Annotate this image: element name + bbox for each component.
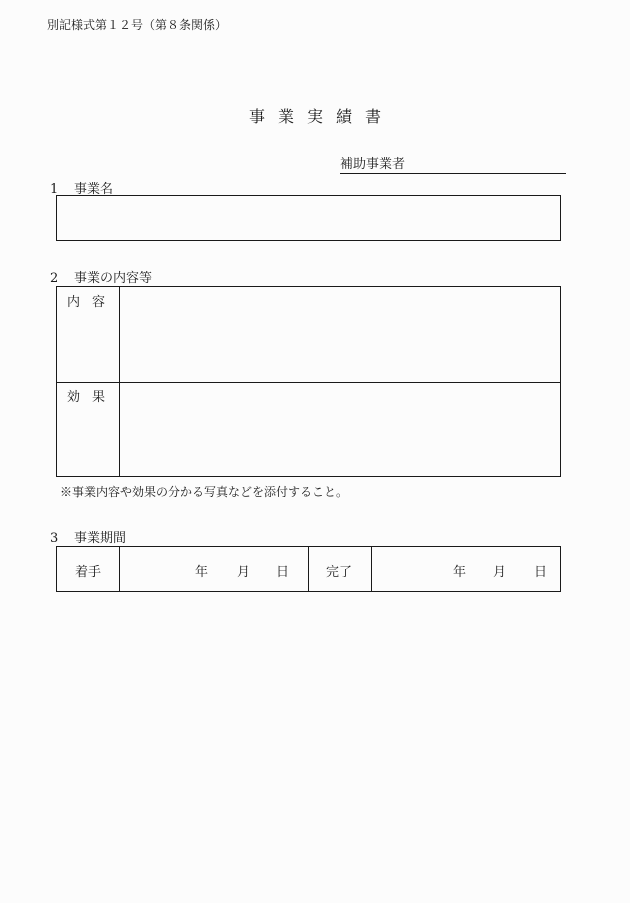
- start-day-label: 日: [276, 565, 290, 580]
- document-title: 事業実績書: [248, 107, 394, 126]
- section-title: 事業の内容等: [74, 271, 153, 286]
- project-period-table: [56, 546, 561, 592]
- effect-label: 効果: [67, 390, 118, 405]
- applicant-signature-line[interactable]: [340, 158, 566, 174]
- content-label: 内容: [67, 295, 118, 310]
- section-2-heading: [50, 267, 152, 286]
- form-number: 別記様式第１２号（第８条関係）: [47, 18, 228, 32]
- section-title: 事業期間: [74, 531, 127, 546]
- project-name-field[interactable]: [56, 195, 561, 241]
- section-number: 3: [50, 531, 59, 546]
- end-label: 完了: [326, 565, 353, 580]
- end-date-field[interactable]: [372, 547, 560, 591]
- applicant-label: 補助事業者: [340, 157, 406, 172]
- start-month-label: 月: [237, 565, 251, 580]
- attachment-note: ※事業内容や効果の分かる写真などを添付すること。: [60, 485, 349, 499]
- start-year-label: 年: [195, 565, 209, 580]
- start-label: 着手: [75, 565, 102, 580]
- project-details-table: [56, 286, 561, 477]
- end-year-label: 年: [453, 565, 467, 580]
- content-field[interactable]: [120, 287, 560, 382]
- start-date-field[interactable]: [120, 547, 308, 591]
- table-divider: [308, 547, 309, 591]
- section-title: 事業名: [74, 182, 114, 197]
- end-day-label: 日: [534, 565, 548, 580]
- effect-field[interactable]: [120, 383, 560, 476]
- end-month-label: 月: [493, 565, 507, 580]
- section-3-heading: [50, 527, 126, 546]
- section-number: 1: [50, 182, 59, 197]
- section-number: 2: [50, 271, 59, 286]
